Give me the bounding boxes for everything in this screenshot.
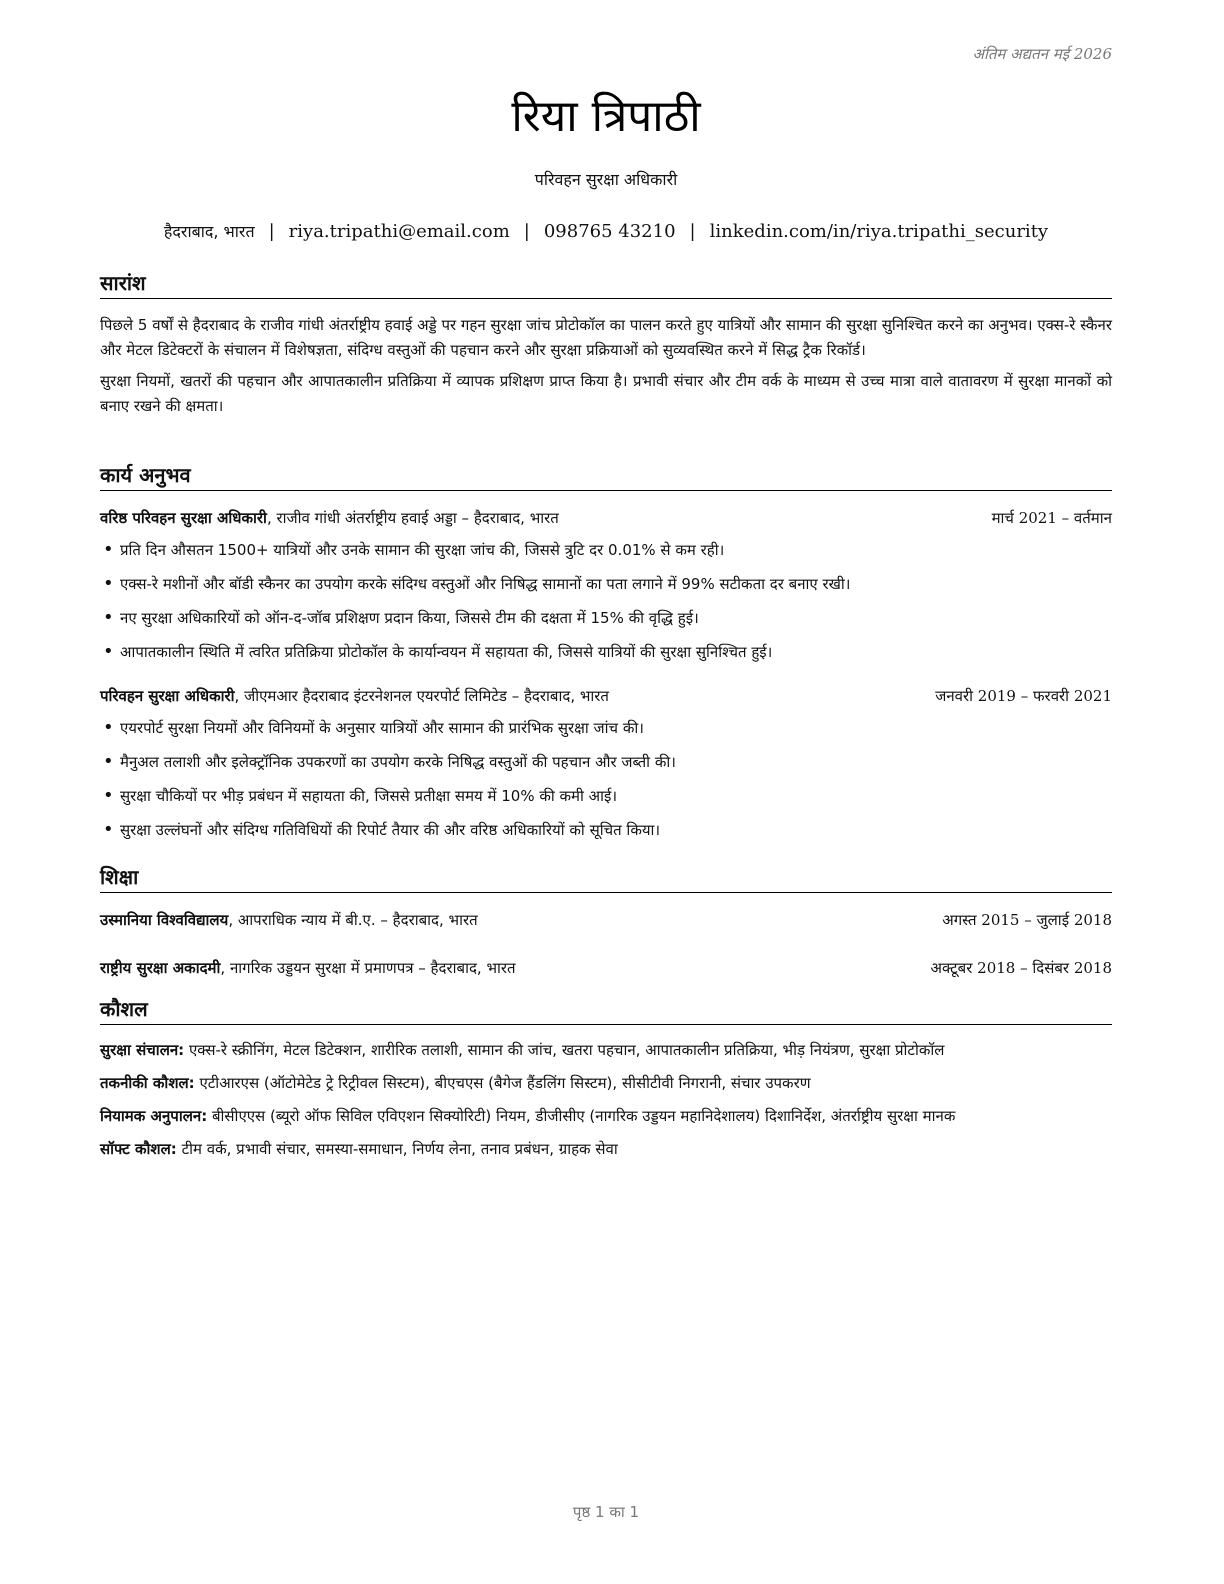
skill-label: सॉफ्ट कौशल: <box>100 1140 177 1158</box>
skill-label: नियामक अनुपालन: <box>100 1107 208 1125</box>
skill-text: एटीआरएस (ऑटोमेटेड ट्रे रिट्रीवल सिस्टम), बीएचएस (बैगेज हैंडलिंग सिस्टम), सीसीटीवी निगरानी, संचार उपकरण <box>194 1074 811 1092</box>
last-updated: अंतिम अद्यतन मई 2026 <box>972 45 1112 63</box>
contact-line <box>100 220 1112 242</box>
contact-separator: | <box>268 221 275 242</box>
section-heading-education: शिक्षा <box>100 864 1112 893</box>
job-dates: मार्च 2021 – वर्तमान <box>991 509 1112 527</box>
skill-line <box>100 1138 1112 1161</box>
job-org: , राजीव गांधी अंतर्राष्ट्रीय हवाई अड्डा – हैदराबाद, भारत <box>266 509 559 527</box>
contact-linkedin[interactable]: linkedin.com/in/riya.tripathi_security <box>709 221 1049 242</box>
resume-page <box>100 0 1112 1584</box>
job-bullet: • एयरपोर्ट सुरक्षा नियमों और विनियमों के अनुसार यात्रियों और सामान की प्रारंभिक सुरक्षा जांच की। <box>100 711 1112 745</box>
skill-line <box>100 1039 1112 1062</box>
education-institution: उस्मानिया विश्वविद्यालय <box>100 911 229 929</box>
education-detail: , आपराधिक न्याय में बी.ए. – हैदराबाद, भारत <box>228 911 478 929</box>
job-entry <box>100 683 1112 847</box>
section-heading-experience: कार्य अनुभव <box>100 462 1112 491</box>
skill-line <box>100 1072 1112 1095</box>
job-bullet: • एक्स-रे मशीनों और बॉडी स्कैनर का उपयोग करके संदिग्ध वस्तुओं और निषिद्ध सामानों का पता लगाने में 99% सटीकता दर बनाए रखी। <box>100 567 1112 601</box>
skill-text: टीम वर्क, प्रभावी संचार, समस्या-समाधान, निर्णय लेना, तनाव प्रबंधन, ग्राहक सेवा <box>176 1140 618 1158</box>
education-section <box>100 864 1112 981</box>
education-dates: अक्टूबर 2018 – दिसंबर 2018 <box>930 959 1112 977</box>
job-header <box>100 505 1112 531</box>
education-entry <box>100 955 1112 981</box>
job-role-org <box>100 505 559 531</box>
education-detail: , नागरिक उड्डयन सुरक्षा में प्रमाणपत्र – हैदराबाद, भारत <box>220 959 516 977</box>
education-dates: अगस्त 2015 – जुलाई 2018 <box>942 911 1112 929</box>
skill-text: बीसीएएस (ब्यूरो ऑफ सिविल एविएशन सिक्योरिटी) नियम, डीजीसीए (नागरिक उड्डयन महानिदेशालय) दिशानिर्देश, अंतर्राष्ट्रीय सुरक्षा मानक <box>207 1107 956 1125</box>
contact-separator: | <box>523 221 530 242</box>
contact-location: हैदराबाद, भारत <box>163 222 255 241</box>
job-dates: जनवरी 2019 – फरवरी 2021 <box>935 687 1112 705</box>
job-bullets <box>100 711 1112 847</box>
education-institution: राष्ट्रीय सुरक्षा अकादमी <box>100 959 221 977</box>
summary-paragraph: सुरक्षा नियमों, खतरों की पहचान और आपातकालीन प्रतिक्रिया में व्यापक प्रशिक्षण प्राप्त किया है। प्रभावी संचार और टीम वर्क के माध्यम से उच्च मात्रा वाले वातावरण में सुरक्षा मानकों को बनाए रखने की क्षमता। <box>100 372 1112 415</box>
job-header <box>100 683 1112 709</box>
job-bullet: • आपातकालीन स्थिति में त्वरित प्रतिक्रिया प्रोटोकॉल के कार्यान्वयन में सहायता की, जिससे यात्रियों की सुरक्षा सुनिश्चित हुई। <box>100 635 1112 669</box>
page-number: पृष्ठ 1 का 1 <box>572 1503 640 1521</box>
education-institution-detail <box>100 907 478 933</box>
job-org: , जीएमआर हैदराबाद इंटरनेशनल एयरपोर्ट लिमिटेड – हैदराबाद, भारत <box>234 687 609 705</box>
job-role: वरिष्ठ परिवहन सुरक्षा अधिकारी <box>100 509 267 527</box>
job-bullet: • सुरक्षा उल्लंघनों और संदिग्ध गतिविधियों की रिपोर्ट तैयार की और वरिष्ठ अधिकारियों को सूचित किया। <box>100 813 1112 847</box>
education-institution-detail <box>100 955 516 981</box>
candidate-name: रिया त्रिपाठी <box>511 91 701 142</box>
education-entry <box>100 907 1112 933</box>
skill-line <box>100 1105 1112 1128</box>
job-bullet: • नए सुरक्षा अधिकारियों को ऑन-द-जॉब प्रशिक्षण प्रदान किया, जिससे टीम की दक्षता में 15% की वृद्धि हुई। <box>100 601 1112 635</box>
skill-label: तकनीकी कौशल: <box>100 1074 195 1092</box>
job-bullet: • प्रति दिन औसतन 1500+ यात्रियों और उनके सामान की सुरक्षा जांच की, जिससे त्रुटि दर 0.01% से कम रही। <box>100 533 1112 567</box>
job-role: परिवहन सुरक्षा अधिकारी <box>100 687 235 705</box>
job-bullet: • सुरक्षा चौकियों पर भीड़ प्रबंधन में सहायता की, जिससे प्रतीक्षा समय में 10% की कमी आई। <box>100 779 1112 813</box>
candidate-title: परिवहन सुरक्षा अधिकारी <box>534 170 678 189</box>
job-bullet: • मैनुअल तलाशी और इलेक्ट्रॉनिक उपकरणों का उपयोग करके निषिद्ध वस्तुओं की पहचान और जब्ती की। <box>100 745 1112 779</box>
summary-section <box>100 270 1112 419</box>
job-entry <box>100 505 1112 669</box>
contact-email[interactable]: riya.tripathi@email.com <box>288 221 510 242</box>
job-role-org <box>100 683 609 709</box>
contact-separator: | <box>689 221 696 242</box>
section-heading-summary: सारांश <box>100 270 1112 299</box>
skill-label: सुरक्षा संचालन: <box>100 1041 185 1059</box>
summary-paragraph: पिछले 5 वर्षों से हैदराबाद के राजीव गांधी अंतर्राष्ट्रीय हवाई अड्डे पर गहन सुरक्षा जांच प्रोटोकॉल का पालन करते हुए यात्रियों और सामान की सुरक्षा सुनिश्चित करने का अनुभव। एक्स-रे स्कैनर और मेटल डिटेक्टरों के संचालन में विशेषज्ञता, संदिग्ध वस्तुओं की पहचान करने और सुरक्षा प्रक्रियाओं को सुव्यवस्थित करने में सिद्ध ट्रैक रिकॉर्ड। <box>100 316 1112 359</box>
skills-section <box>100 996 1112 1161</box>
contact-phone[interactable]: 098765 43210 <box>543 221 676 242</box>
section-heading-skills: कौशल <box>100 996 1112 1025</box>
job-bullets <box>100 533 1112 669</box>
skill-text: एक्स-रे स्क्रीनिंग, मेटल डिटेक्शन, शारीरिक तलाशी, सामान की जांच, खतरा पहचान, आपातकालीन प्रतिक्रिया, भीड़ नियंत्रण, सुरक्षा प्रोटोकॉल <box>184 1041 945 1059</box>
experience-section <box>100 462 1112 847</box>
